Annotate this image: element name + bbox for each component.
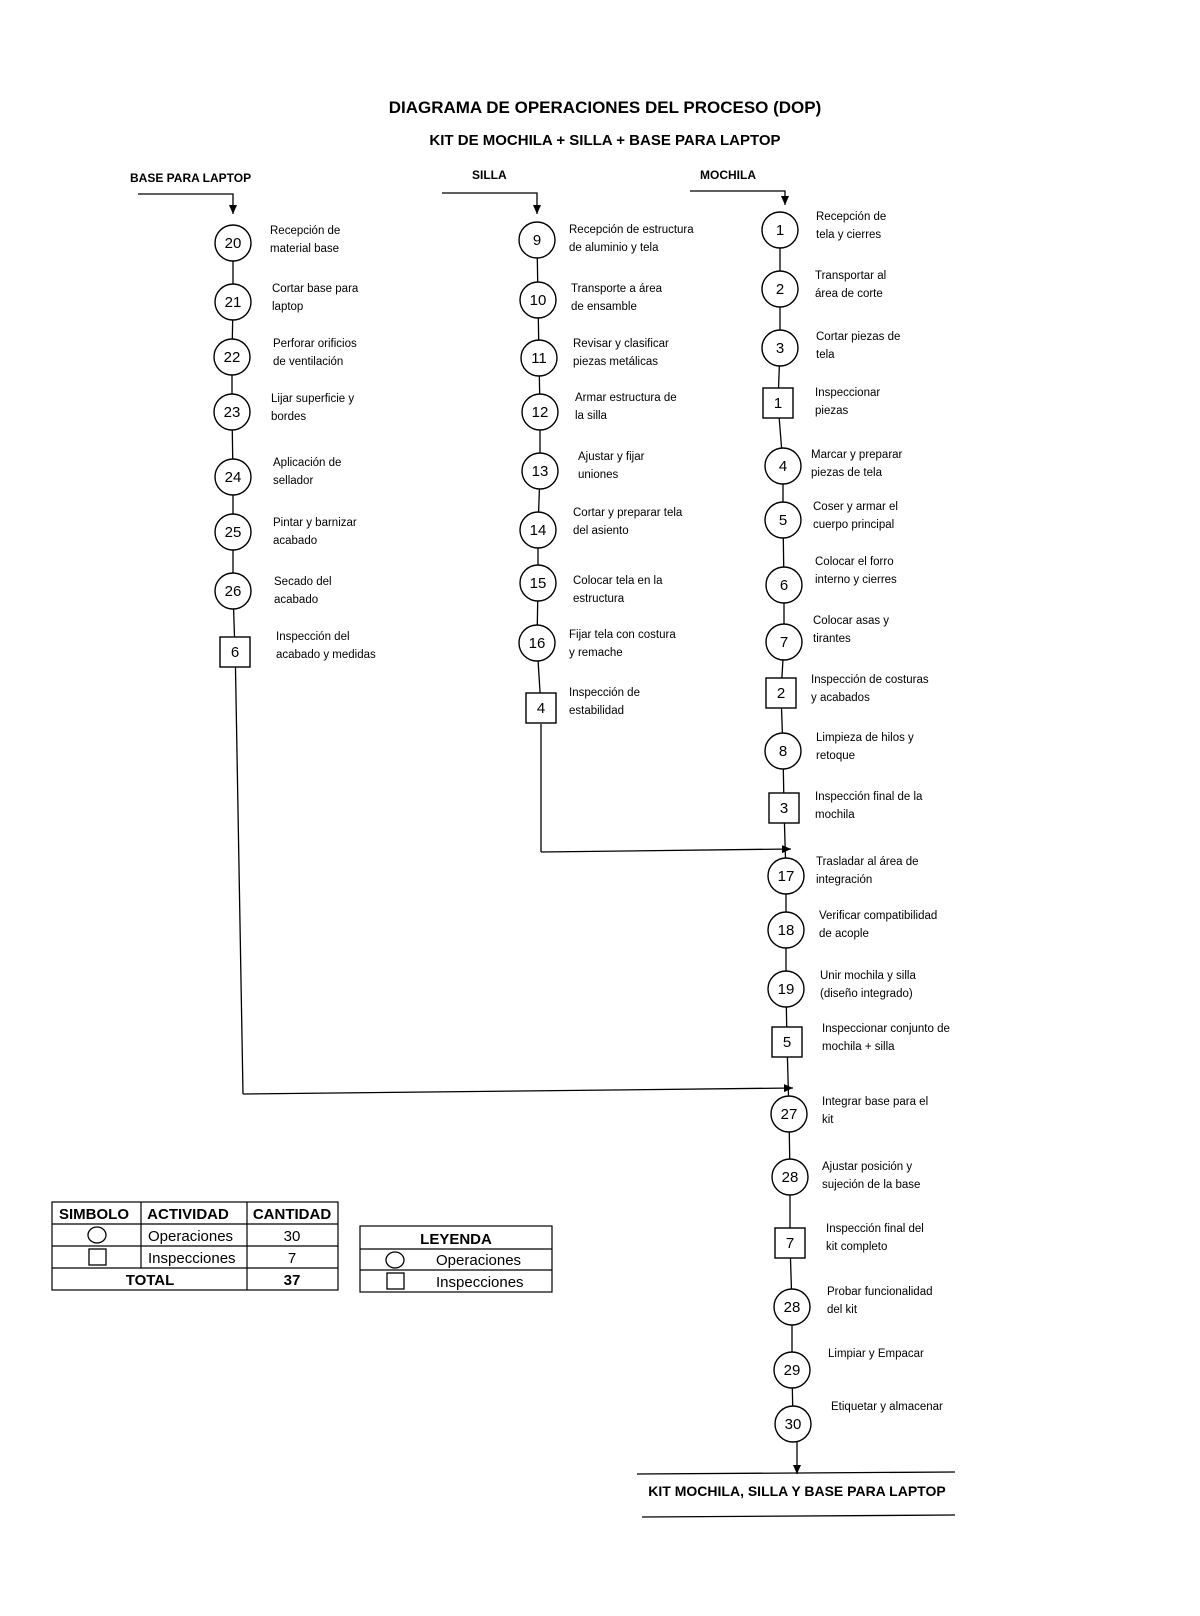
step-description: Recepción de bbox=[816, 211, 887, 223]
table-header-simbolo: SIMBOLO bbox=[59, 1206, 129, 1223]
step-description: Transportar al bbox=[815, 270, 887, 282]
step-description: mochila bbox=[815, 809, 855, 821]
step-number: 25 bbox=[224, 524, 242, 541]
base-step-inspection bbox=[220, 631, 376, 667]
step-number: 18 bbox=[777, 922, 795, 939]
step-description: Perforar orificios bbox=[273, 338, 357, 350]
step-number: 2 bbox=[775, 281, 785, 298]
mochila-step-operation bbox=[771, 1096, 928, 1132]
step-number: 27 bbox=[780, 1106, 798, 1123]
table-total-value: 37 bbox=[283, 1272, 301, 1289]
step-number: 26 bbox=[224, 583, 242, 600]
step-description: Inspección de costuras bbox=[811, 674, 929, 686]
step-description: cuerpo principal bbox=[813, 519, 895, 531]
mochila-step-operation bbox=[765, 732, 914, 769]
step-description: sellador bbox=[273, 475, 314, 487]
step-description: Ajustar y fijar bbox=[578, 451, 645, 463]
mochila-step-operation bbox=[772, 1159, 920, 1195]
step-number: 1 bbox=[775, 222, 785, 239]
base-step-operation bbox=[215, 225, 340, 261]
step-description: tela y cierres bbox=[816, 229, 882, 241]
step-description: integración bbox=[816, 874, 873, 886]
step-description: Probar funcionalidad bbox=[827, 1286, 933, 1298]
legend-item-inspecciones: Inspecciones bbox=[436, 1274, 524, 1291]
step-description: Unir mochila y silla bbox=[820, 970, 916, 982]
final-product-top-line bbox=[637, 1472, 955, 1474]
step-description: Lijar superficie y bbox=[271, 393, 355, 405]
mochila-step-operation bbox=[774, 1286, 933, 1325]
base-merge-arrow bbox=[243, 1088, 793, 1094]
mochila-step-inspection bbox=[772, 1023, 950, 1057]
mochila-step-operation bbox=[768, 856, 919, 894]
step-description: Colocar asas y bbox=[813, 615, 890, 627]
step-description: uniones bbox=[578, 469, 619, 481]
silla-merge-arrow bbox=[541, 849, 791, 852]
step-number: 8 bbox=[778, 743, 788, 760]
step-number: 30 bbox=[784, 1416, 802, 1433]
step-number: 24 bbox=[224, 469, 242, 486]
mochila-column bbox=[762, 211, 950, 1442]
step-number: 6 bbox=[230, 644, 240, 661]
step-description: Integrar base para el bbox=[822, 1096, 929, 1108]
step-description: acabado y medidas bbox=[276, 649, 376, 661]
step-description: Aplicación de bbox=[273, 457, 342, 469]
step-number: 1 bbox=[773, 395, 783, 412]
final-product-bottom-line bbox=[642, 1515, 955, 1517]
step-description: Verificar compatibilidad bbox=[819, 910, 938, 922]
step-number: 22 bbox=[223, 349, 241, 366]
step-number: 28 bbox=[781, 1169, 799, 1186]
step-description: acabado bbox=[273, 535, 318, 547]
legend-title: LEYENDA bbox=[420, 1231, 492, 1248]
step-description: Fijar tela con costura bbox=[569, 629, 676, 641]
mochila-step-operation bbox=[774, 1348, 924, 1388]
step-description: piezas metálicas bbox=[573, 356, 659, 368]
step-description: retoque bbox=[816, 750, 856, 762]
base-step-operation bbox=[214, 393, 354, 430]
base-step-operation bbox=[215, 283, 359, 320]
step-number: 12 bbox=[531, 404, 549, 421]
step-description: Inspeccionar bbox=[815, 387, 881, 399]
step-description: Inspección de bbox=[569, 687, 640, 699]
step-description: tirantes bbox=[813, 633, 851, 645]
step-number: 19 bbox=[777, 981, 795, 998]
diagram-subtitle: KIT DE MOCHILA + SILLA + BASE PARA LAPTOP bbox=[429, 132, 781, 149]
step-description: de aluminio y tela bbox=[569, 242, 659, 254]
mochila-step-operation bbox=[775, 1401, 943, 1442]
step-number: 7 bbox=[785, 1235, 795, 1252]
step-description: Armar estructura de bbox=[575, 392, 677, 404]
step-number: 3 bbox=[775, 340, 785, 357]
step-description: piezas de tela bbox=[811, 467, 882, 479]
summary-table bbox=[52, 1202, 338, 1290]
mochila-step-inspection bbox=[766, 674, 929, 708]
table-header-actividad: ACTIVIDAD bbox=[147, 1206, 229, 1223]
step-description: kit completo bbox=[826, 1241, 888, 1253]
table-row-inspecciones-activity: Inspecciones bbox=[148, 1250, 236, 1267]
entry-arrow-silla bbox=[442, 193, 537, 214]
step-description: piezas bbox=[815, 405, 849, 417]
silla-step-operation bbox=[522, 392, 677, 430]
table-row-inspecciones-count: 7 bbox=[287, 1250, 297, 1267]
base-down-connector bbox=[235, 640, 243, 1094]
step-description: la silla bbox=[575, 410, 607, 422]
step-description: Colocar el forro bbox=[815, 556, 894, 568]
step-number: 20 bbox=[224, 235, 242, 252]
mochila-step-operation bbox=[765, 501, 898, 538]
silla-step-operation bbox=[520, 565, 663, 605]
step-description: Marcar y preparar bbox=[811, 449, 903, 461]
legend-circle-icon bbox=[386, 1252, 404, 1268]
step-description: del kit bbox=[827, 1304, 858, 1316]
step-description: tela bbox=[816, 349, 835, 361]
step-description: y acabados bbox=[811, 692, 870, 704]
step-description: de ensamble bbox=[571, 301, 637, 313]
legend bbox=[360, 1226, 552, 1292]
step-number: 5 bbox=[782, 1034, 792, 1051]
step-description: Recepción de bbox=[270, 225, 341, 237]
step-description: Inspección del bbox=[276, 631, 350, 643]
mochila-step-operation bbox=[768, 970, 916, 1007]
silla-column bbox=[519, 222, 694, 723]
circle-symbol-icon bbox=[88, 1227, 106, 1243]
step-description: Inspeccionar conjunto de bbox=[822, 1023, 950, 1035]
step-description: Secado del bbox=[274, 576, 332, 588]
step-description: kit bbox=[822, 1114, 834, 1126]
step-description: Inspección final del bbox=[826, 1223, 924, 1235]
step-description: Trasladar al área de bbox=[816, 856, 919, 868]
entry-arrow-mochila bbox=[690, 191, 785, 205]
step-description: mochila + silla bbox=[822, 1041, 895, 1053]
mochila-step-operation bbox=[768, 910, 937, 948]
step-description: Cortar y preparar tela bbox=[573, 507, 683, 519]
step-description: Cortar piezas de bbox=[816, 331, 901, 343]
mochila-step-operation bbox=[762, 211, 886, 248]
step-number: 4 bbox=[536, 700, 546, 717]
step-number: 10 bbox=[529, 292, 547, 309]
column-header-silla: SILLA bbox=[472, 168, 507, 182]
legend-square-icon bbox=[387, 1273, 404, 1289]
step-description: estabilidad bbox=[569, 705, 624, 717]
base-column bbox=[214, 225, 376, 667]
step-number: 14 bbox=[529, 522, 547, 539]
step-number: 6 bbox=[779, 577, 789, 594]
mochila-step-inspection bbox=[775, 1223, 924, 1258]
step-number: 3 bbox=[779, 800, 789, 817]
step-description: interno y cierres bbox=[815, 574, 897, 586]
mochila-step-operation bbox=[765, 448, 903, 484]
step-description: Recepción de estructura bbox=[569, 224, 694, 236]
mochila-step-operation bbox=[762, 330, 900, 366]
step-description: y remache bbox=[569, 647, 623, 659]
mochila-step-inspection bbox=[769, 791, 923, 823]
step-description: Limpiar y Empacar bbox=[828, 1348, 924, 1360]
final-product-label: KIT MOCHILA, SILLA Y BASE PARA LAPTOP bbox=[648, 1483, 946, 1499]
step-description: área de corte bbox=[815, 288, 883, 300]
step-number: 7 bbox=[779, 634, 789, 651]
step-number: 23 bbox=[223, 404, 241, 421]
base-step-operation bbox=[214, 338, 357, 375]
legend-item-operaciones: Operaciones bbox=[436, 1252, 522, 1269]
step-description: sujeción de la base bbox=[822, 1179, 921, 1191]
mochila-step-operation bbox=[762, 270, 886, 307]
step-description: (diseño integrado) bbox=[820, 988, 913, 1000]
step-description: Revisar y clasificar bbox=[573, 338, 669, 350]
table-row-operaciones-count: 30 bbox=[283, 1228, 301, 1245]
step-number: 2 bbox=[776, 685, 786, 702]
step-description: de ventilación bbox=[273, 356, 344, 368]
step-description: Etiquetar y almacenar bbox=[831, 1401, 943, 1413]
step-description: Inspección final de la bbox=[815, 791, 923, 803]
step-description: laptop bbox=[272, 301, 304, 313]
table-header-cantidad: CANTIDAD bbox=[252, 1206, 332, 1223]
step-number: 9 bbox=[532, 232, 542, 249]
silla-step-inspection bbox=[526, 687, 640, 723]
step-description: Coser y armar el bbox=[813, 501, 898, 513]
step-number: 28 bbox=[783, 1299, 801, 1316]
step-description: Limpieza de hilos y bbox=[816, 732, 914, 744]
base-step-operation bbox=[215, 573, 332, 609]
base-step-operation bbox=[215, 457, 341, 495]
step-description: del asiento bbox=[573, 525, 629, 537]
column-header-mochila: MOCHILA bbox=[700, 168, 756, 182]
entry-arrow-base bbox=[138, 194, 233, 214]
step-number: 16 bbox=[528, 635, 546, 652]
silla-step-operation bbox=[519, 625, 676, 661]
step-description: Cortar base para bbox=[272, 283, 359, 295]
step-description: material base bbox=[270, 243, 340, 255]
step-description: acabado bbox=[274, 594, 319, 606]
step-number: 21 bbox=[224, 294, 242, 311]
step-description: de acople bbox=[819, 928, 869, 940]
diagram-title: DIAGRAMA DE OPERACIONES DEL PROCESO (DOP) bbox=[388, 98, 822, 117]
step-number: 29 bbox=[783, 1362, 801, 1379]
step-number: 5 bbox=[778, 512, 788, 529]
step-number: 17 bbox=[777, 868, 795, 885]
step-description: Colocar tela en la bbox=[573, 575, 663, 587]
base-step-operation bbox=[215, 514, 357, 550]
step-number: 13 bbox=[531, 463, 549, 480]
step-description: Transporte a área bbox=[571, 283, 662, 295]
silla-step-operation bbox=[521, 338, 669, 376]
step-number: 11 bbox=[531, 350, 547, 367]
mochila-step-inspection bbox=[763, 387, 880, 418]
step-description: Pintar y barnizar bbox=[273, 517, 357, 529]
column-header-base: BASE PARA LAPTOP bbox=[130, 171, 252, 185]
step-description: Ajustar posición y bbox=[822, 1161, 913, 1173]
step-number: 4 bbox=[778, 458, 788, 475]
table-row-operaciones-activity: Operaciones bbox=[148, 1228, 234, 1245]
step-description: estructura bbox=[573, 593, 625, 605]
table-total-label: TOTAL bbox=[125, 1272, 175, 1289]
step-description: bordes bbox=[271, 411, 307, 423]
square-symbol-icon bbox=[89, 1249, 106, 1265]
step-number: 15 bbox=[529, 575, 547, 592]
silla-step-operation bbox=[520, 507, 683, 548]
silla-step-operation bbox=[522, 451, 645, 489]
silla-step-operation bbox=[519, 222, 694, 258]
mochila-step-operation bbox=[766, 556, 897, 603]
silla-step-operation bbox=[520, 282, 663, 318]
